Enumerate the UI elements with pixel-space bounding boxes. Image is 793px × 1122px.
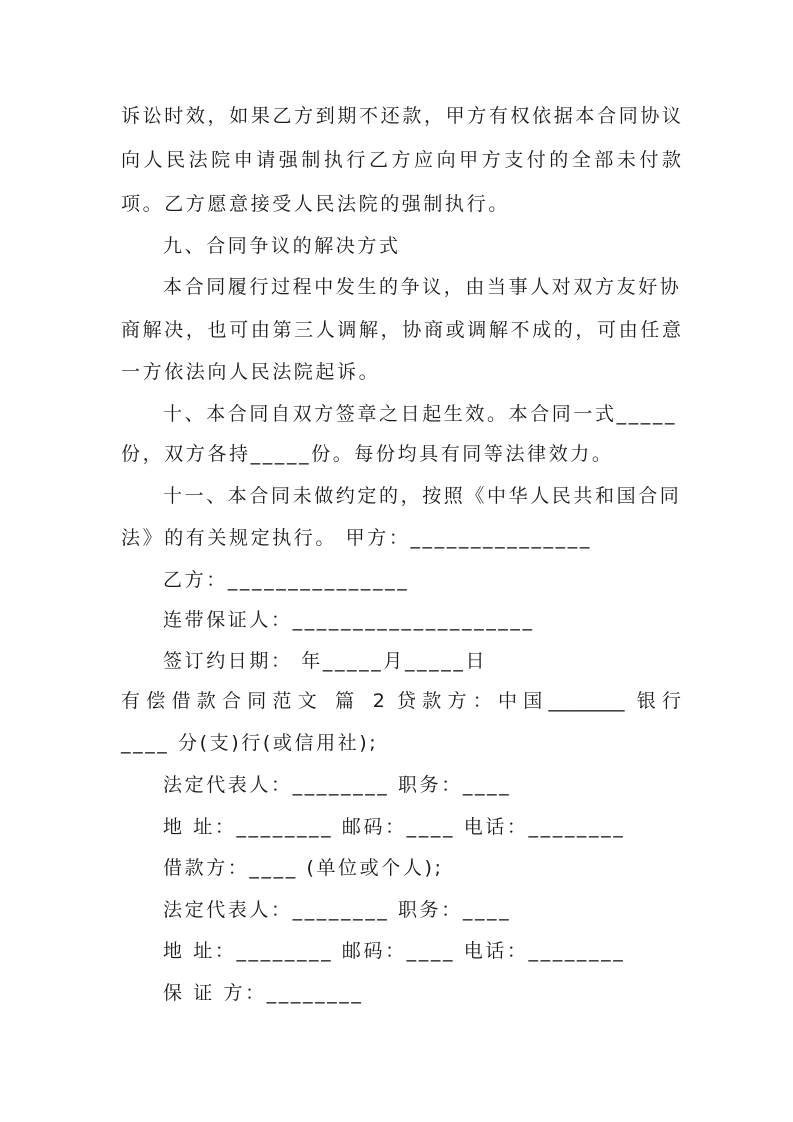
form-line: 法定代表人：________ 职务：____ bbox=[163, 899, 512, 921]
paragraph-line: 份，双方各持_____份。每份均具有同等法律效力。 bbox=[121, 443, 614, 465]
paragraph-line: 商解决，也可由第三人调解，协商或调解不成的，可由任意 bbox=[121, 319, 681, 341]
signature-line: 乙方：_______________ bbox=[163, 569, 410, 591]
signature-line: 连带保证人：____________________ bbox=[163, 609, 535, 631]
paragraph-line: 向人民法院申请强制执行乙方应向甲方支付的全部未付款 bbox=[121, 149, 681, 171]
paragraph-line: 诉讼时效，如果乙方到期不还款，甲方有权依据本合同协议 bbox=[121, 105, 681, 127]
paragraph-line: 项。乙方愿意接受人民法院的强制执行。 bbox=[121, 193, 510, 215]
paragraph-line: 十、本合同自双方签章之日起生效。本合同一式_____ bbox=[163, 403, 678, 425]
signature-line: 法》的有关规定执行。 甲方：_______________ bbox=[121, 527, 592, 549]
date-line: 签订约日期： 年_____月_____日 bbox=[163, 650, 488, 672]
paragraph-line: ____ 分(支)行(或信用社); bbox=[121, 732, 379, 754]
paragraph-line: 本合同履行过程中发生的争议，由当事人对双方友好协 bbox=[163, 276, 682, 298]
form-line: 借款方：____ (单位或个人); bbox=[163, 857, 444, 879]
form-line: 地 址：________ 邮码：____ 电话：________ bbox=[163, 816, 626, 838]
form-line: 保 证 方：________ bbox=[163, 982, 364, 1004]
paragraph-line: 一方依法向人民法院起诉。 bbox=[121, 361, 381, 383]
form-line: 地 址：________ 邮码：____ 电话：________ bbox=[163, 940, 626, 962]
section-heading: 九、合同争议的解决方式 bbox=[163, 235, 401, 257]
form-line: 法定代表人：________ 职务：____ bbox=[163, 774, 512, 796]
paragraph-line: 十一、本合同未做约定的，按照《中华人民共和国合同 bbox=[163, 485, 682, 507]
paragraph-line: 有偿借款合同范文 篇 2 贷款方：中国________ 银行 bbox=[121, 690, 681, 712]
